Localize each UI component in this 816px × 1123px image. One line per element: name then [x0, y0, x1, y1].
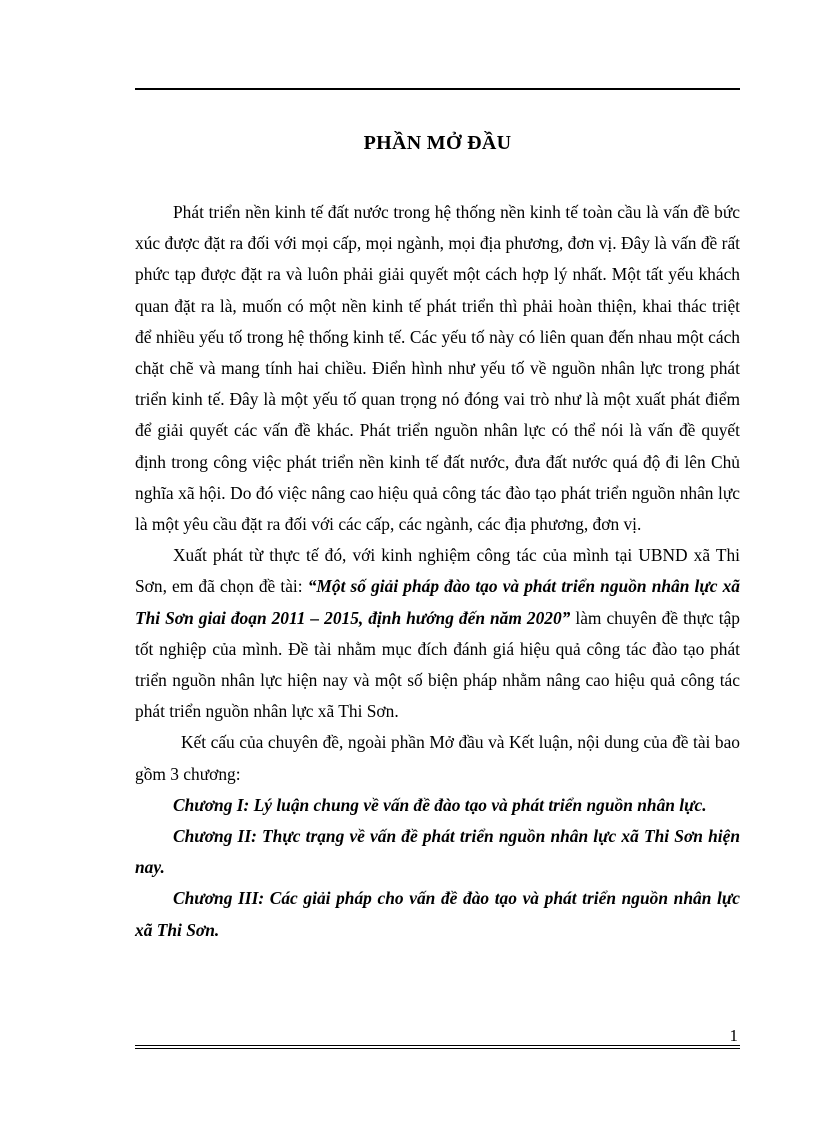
- page-number: 1: [729, 1026, 738, 1045]
- page-footer: [135, 1026, 740, 1050]
- topic-title: “Một số giải pháp đào tạo và phát triển nguồn nhân lực xã Thi Sơn giai đoạn 2011 – 2015, định hướng đến năm 2020”: [135, 576, 740, 628]
- topic-trail-text: làm chuyên đề thực tập tốt nghiệp của mình. Đề tài nhằm mục đích đánh giá hiệu quả công tác đào tạo phát triển nguồn nhân lực hiện nay và một số biện pháp nhằm nâng cao hiệu quả công tác phát triển nguồn nhân lực xã Thi Sơn.: [135, 607, 740, 722]
- paragraph-intro: Phát triển nền kinh tế đất nước trong hệ thống nền kinh tế toàn cầu là vấn đề bức xúc được đặt ra đối với mọi cấp, mọi ngành, mọi địa phương, đơn vị. Đây là vấn đề rất phức tạp được đặt ra và luôn phải giải quyết một cách hợp lý nhất. Một tất yếu khách quan đặt ra là, muốn có một nền kinh tế phát triển thì phải hoàn thiện, khai thác triệt để nhiều yếu tố trong hệ thống kinh tế. Các yếu tố này có liên quan đến nhau một cách chặt chẽ và mang tính hai chiều. Điển hình như yếu tố về nguồn nhân lực trong phát triển kinh tế. Đây là một yếu tố quan trọng nó đóng vai trò như là một xuất phát điểm để giải quyết các vấn đề khác. Phát triển nguồn nhân lực có thể nói là vấn đề quyết định trong công việc phát triển nền kinh tế đất nước, đưa đất nước quá độ đi lên Chủ nghĩa xã hội. Do đó việc nâng cao hiệu quả công tác đào tạo phát triển nguồn nhân lực là một yêu cầu đặt ra đối với các cấp, các ngành, các địa phương, đơn vị.: [135, 202, 740, 535]
- paragraph-structure: Kết cấu của chuyên đề, ngoài phần Mở đầu và Kết luận, nội dung của đề tài bao gồm 3 chương:: [135, 732, 740, 784]
- topic-lead-text: Xuất phát từ thực tế đó, với kinh nghiệm công tác của mình tại UBND xã Thi Sơn, em đã chọn đề tài:: [135, 545, 740, 597]
- footer-rule-bottom: [135, 1048, 740, 1049]
- paragraph-topic: [135, 540, 740, 727]
- header-rule: [135, 88, 740, 90]
- body-text: [135, 197, 740, 946]
- footer-rule-top: [135, 1045, 740, 1046]
- chapter-1: Chương I: Lý luận chung về vấn đề đào tạo và phát triển nguồn nhân lực.: [173, 794, 707, 815]
- chapter-2: Chương II: Thực trạng về vấn đề phát triển nguồn nhân lực xã Thi Sơn hiện nay.: [135, 826, 740, 878]
- page-title: PHẦN MỞ ĐẦU: [363, 132, 512, 154]
- chapter-3: Chương III: Các giải pháp cho vấn đề đào tạo và phát triển nguồn nhân lực xã Thi Sơn.: [135, 888, 740, 940]
